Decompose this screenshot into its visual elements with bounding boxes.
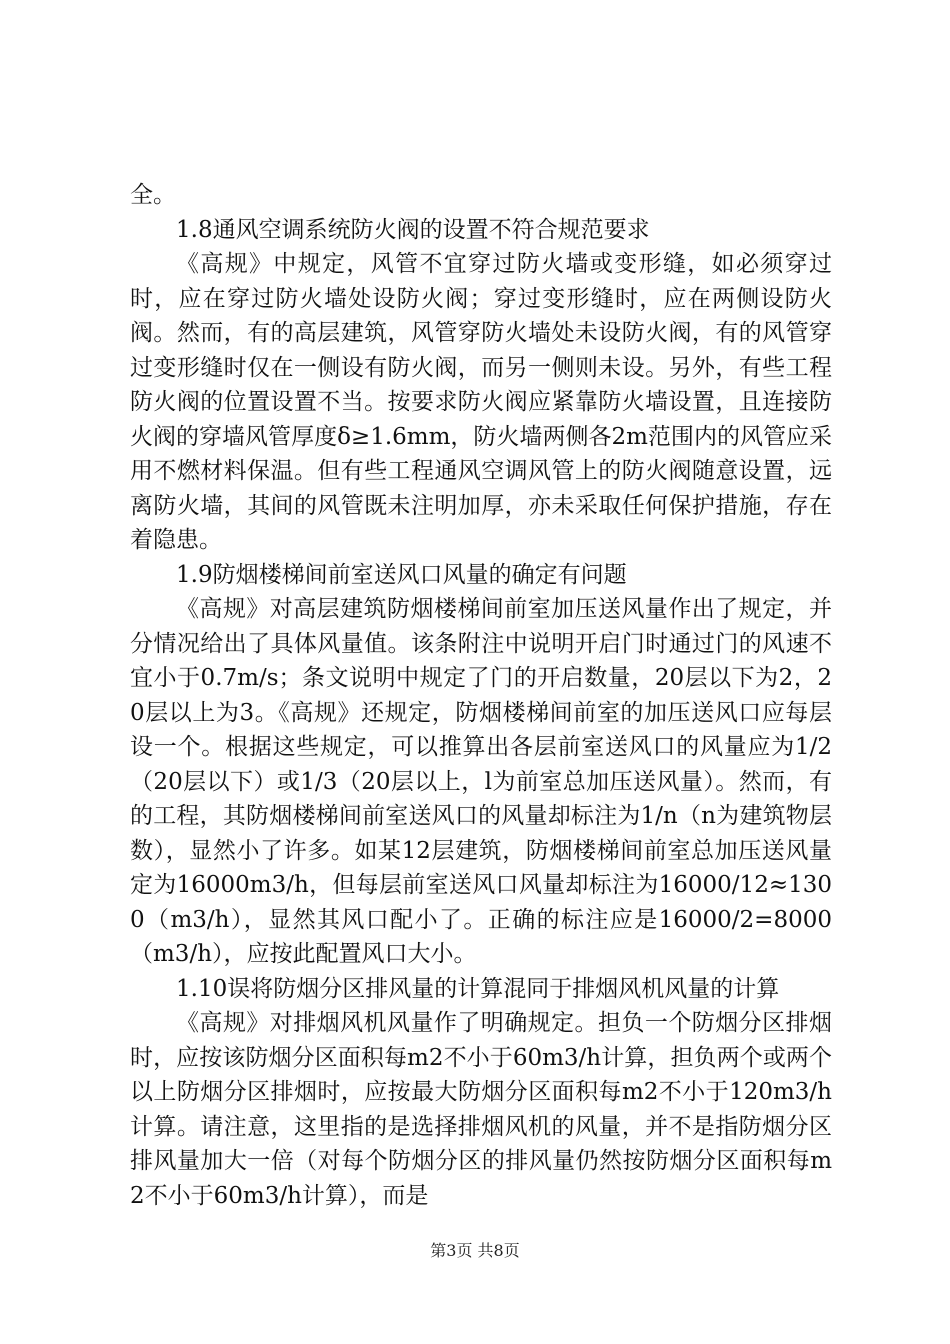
paragraph-air-supply: 《高规》对高层建筑防烟楼梯间前室加压送风量作出了规定，并分情况给出了具体风量值。该条附注中说明开启门时通过门的风速不宜小于0.7m/s；条文说明中规定了门的开启数量，20层以下为2，20层以上为3。《高规》还规定，防烟楼梯间前室的加压送风口应每层设一个。根据这些规定，可以推算出各层前室送风口的风量应为1/2（20层以下）或1/3（20层以上，l为前室总加压送风量）。然而，有的工程，其防烟楼梯间前室送风口的风量却标注为1/n（n为建筑物层数），显然小了许多。如某12层建筑，防烟楼梯间前室总加压送风量定为16000m3/h，但每层前室送风口风量却标注为16000/12≈1300（m3/h），显然其风口配小了。正确的标注应是16000/2=8000（m3/h），应按此配置风口大小。	[130, 596, 832, 967]
section-heading-1-8: 1.8通风空调系统防火阀的设置不符合规范要求	[176, 216, 650, 243]
document-body	[130, 178, 832, 1213]
paragraph-fire-damper: 《高规》中规定，风管不宜穿过防火墙或变形缝，如必须穿过时，应在穿过防火墙处设防火阀；穿过变形缝时，应在两侧设防火阀。然而，有的高层建筑，风管穿防火墙处未设防火阀，有的风管穿过变形缝时仅在一侧设有防火阀，而另一侧则未设。另外，有些工程防火阀的位置设置不当。按要求防火阀应紧靠防火墙设置，且连接防火阀的穿墙风管厚度δ≥1.6mm，防火墙两侧各2m范围内的风管应采用不燃材料保温。但有些工程通风空调风管上的防火阀随意设置，远离防火墙，其间的风管既未注明加厚，亦未采取任何保护措施，存在着隐患。	[130, 251, 832, 553]
paragraph-continuation: 全。	[130, 182, 176, 208]
paragraph-smoke-exhaust: 《高规》对排烟风机风量作了明确规定。担负一个防烟分区排烟时，应按该防烟分区面积每m2不小于60m3/h计算，担负两个或两个以上防烟分区排烟时，应按最大防烟分区面积每m2不小于120m3/h计算。请注意，这里指的是选择排烟风机的风量，并不是指防烟分区排风量加大一倍（对每个防烟分区的排风量仍然按防烟分区面积每m2不小于60m3/h计算），而是	[130, 1010, 832, 1209]
page-footer	[0, 1241, 950, 1261]
section-heading-1-10: 1.10误将防烟分区排风量的计算混同于排烟风机风量的计算	[176, 975, 780, 1002]
section-heading-1-9: 1.9防烟楼梯间前室送风口风量的确定有问题	[176, 561, 627, 588]
page-number: 第3页 共8页	[430, 1241, 520, 1260]
